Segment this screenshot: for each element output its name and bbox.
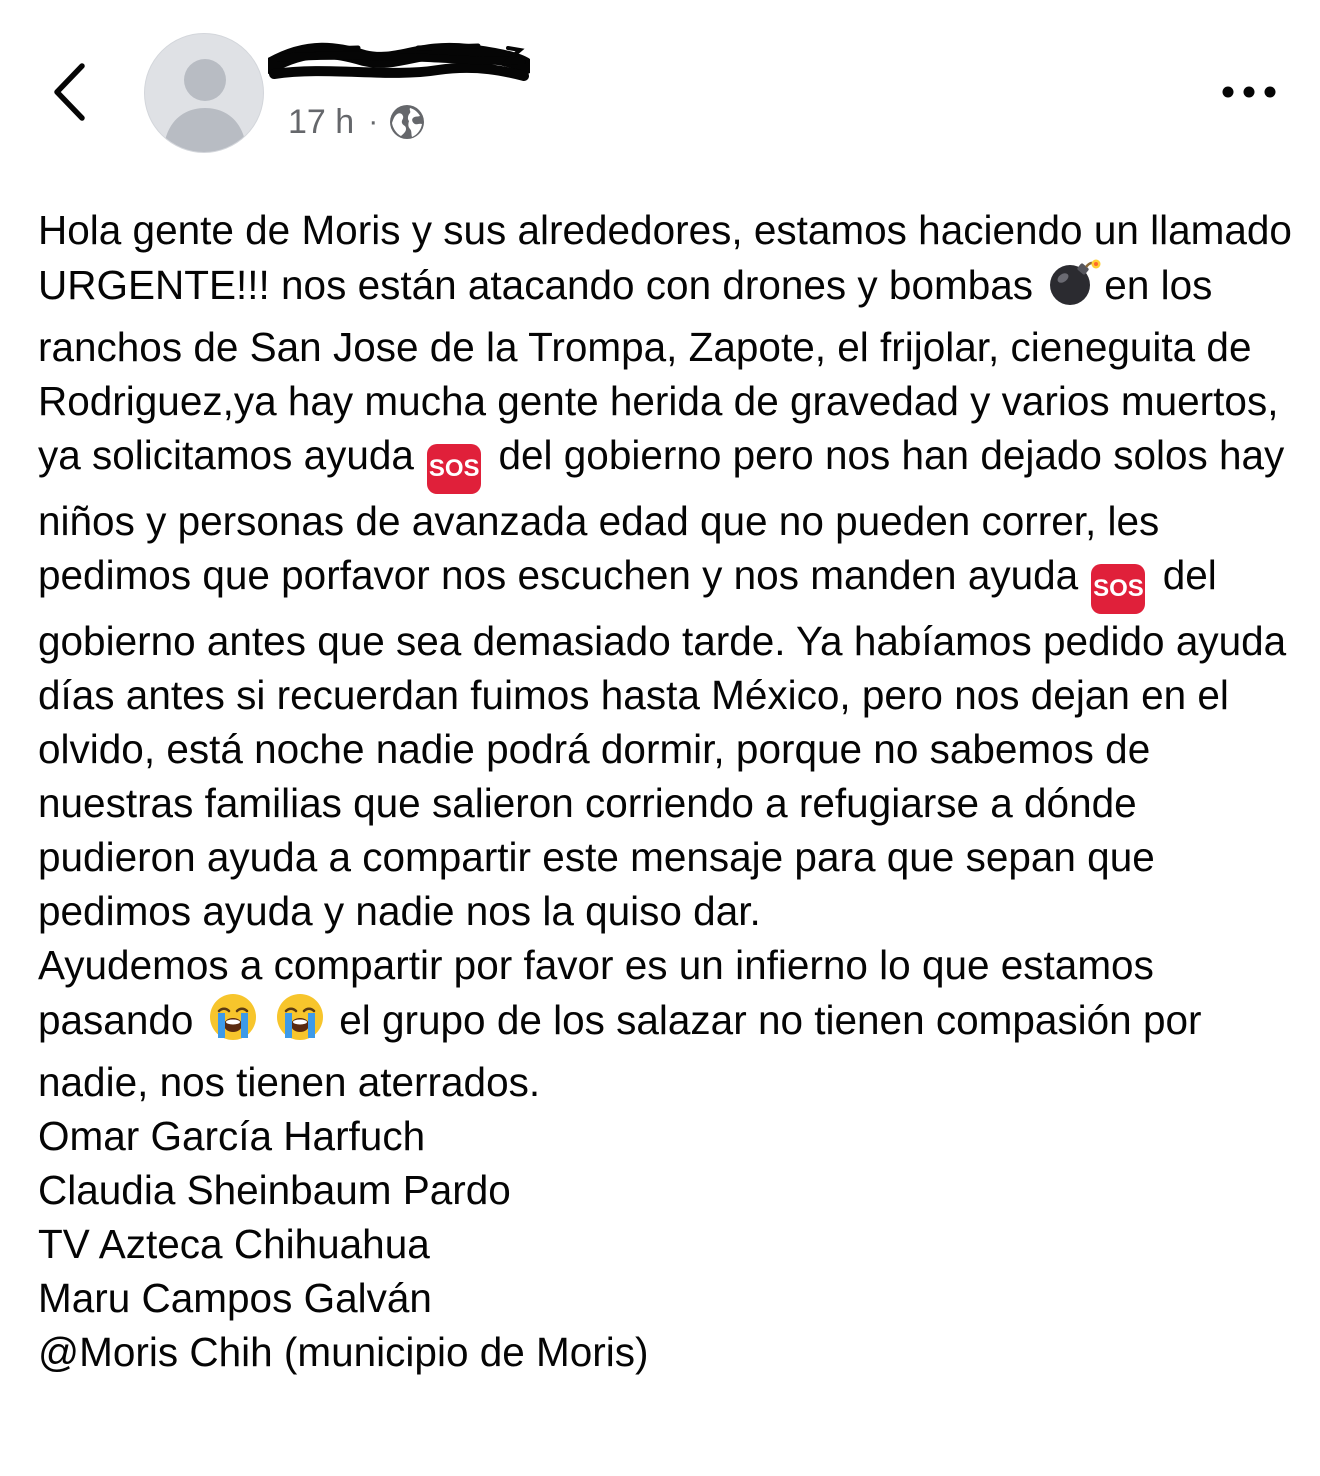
loudly-crying-face-icon — [274, 992, 326, 1042]
crying-face-emoji — [274, 992, 326, 1055]
crying-emoji-char — [259, 992, 260, 993]
crying-emoji-char — [326, 992, 327, 993]
sos-emoji-char — [1144, 564, 1145, 565]
post-time[interactable]: 17 h — [288, 102, 355, 141]
sos-emoji-char — [480, 444, 481, 445]
post-body — [38, 203, 1300, 1379]
post-paragraph-1 — [38, 203, 1300, 938]
bomb-emoji-char — [1102, 257, 1103, 258]
crying-face-emoji — [207, 992, 259, 1055]
post-text: Hola gente de Moris y sus alrededores, estamos haciendo un llamado URGENTE!!! nos están atacando con drones y bombas — [38, 207, 1292, 308]
post-text: Ayudemos a compartir por favor es un infierno lo que estamos pasando — [38, 942, 1154, 1043]
post-text: del gobierno pero nos han dejado solos hay niños y personas de avanzada edad que no pueden correr, les pedimos que porfavor nos escuchen y nos manden ayuda — [38, 432, 1285, 598]
sos-emoji: SOS — [427, 444, 481, 494]
loudly-crying-face-icon — [207, 992, 259, 1042]
tag-tv-azteca-chihuahua[interactable]: TV Azteca Chihuahua — [38, 1221, 430, 1267]
meta-separator: · — [368, 105, 379, 138]
tag-maru-campos-galvan[interactable]: Maru Campos Galván — [38, 1275, 432, 1321]
tag-claudia-sheinbaum-pardo[interactable]: Claudia Sheinbaum Pardo — [38, 1167, 511, 1213]
bomb-emoji — [1046, 257, 1102, 320]
post-text: del gobierno antes que sea demasiado tarde. Ya habíamos pedido ayuda días antes si recuerdan fuimos hasta México, pero nos dejan en el olvido, está noche nadie podrá dormir, porque no sabemos de nuestras familias que salieron corriendo a refugiarse a dónde pudieron ayuda a compartir este mensaje para que sepan que pedimos ayuda y nadie nos la quiso dar. — [38, 552, 1287, 934]
post-text: en los ranchos de San Jose de la Trompa, Zapote, el frijolar, cieneguita de Rodriguez,ya hay mucha gente herida de gravedad y varios muertos, ya solicitamos ayuda — [38, 262, 1279, 478]
post-text: el grupo de los salazar no tienen compasión por nadie, nos tienen aterrados. — [38, 997, 1202, 1105]
avatar[interactable] — [144, 33, 264, 153]
globe-icon[interactable] — [388, 103, 426, 141]
tag-omar-garcia-harfuch[interactable]: Omar García Harfuch — [38, 1113, 426, 1159]
tag-list — [38, 1109, 1300, 1379]
back-button[interactable] — [40, 56, 100, 128]
bomb-icon — [1046, 257, 1102, 307]
redaction-scribble — [268, 36, 530, 86]
sos-emoji: SOS — [1091, 564, 1145, 614]
more-horizontal-icon — [1214, 74, 1284, 110]
post-header — [0, 0, 1320, 170]
tag-moris-chih[interactable]: @Moris Chih (municipio de Moris) — [38, 1329, 649, 1375]
more-options-button[interactable] — [1214, 74, 1284, 110]
author-name[interactable] — [268, 36, 530, 86]
post-meta — [288, 100, 426, 144]
post-paragraph-2 — [38, 938, 1300, 1109]
chevron-left-icon — [40, 56, 100, 128]
default-avatar-icon — [145, 34, 264, 153]
